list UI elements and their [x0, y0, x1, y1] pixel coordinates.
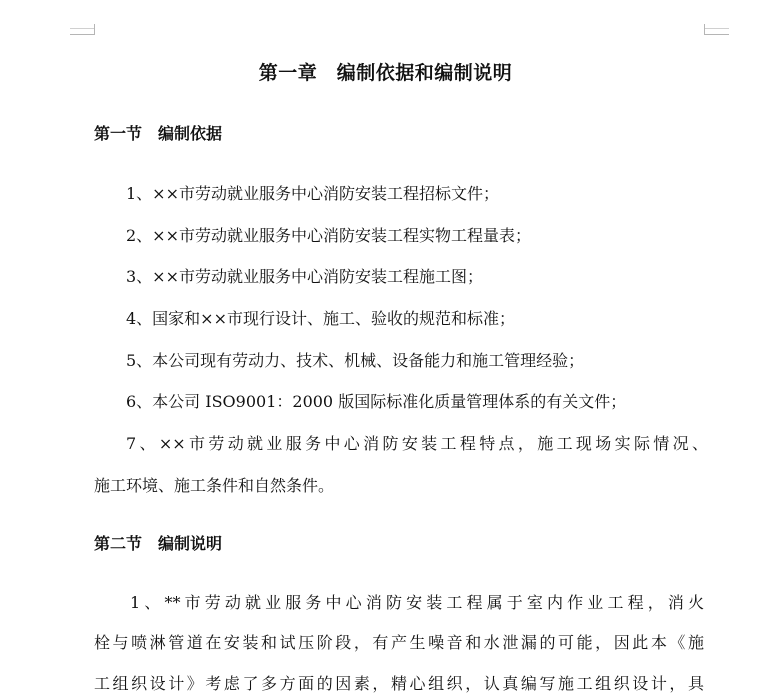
- crop-mark-top-right: [704, 24, 729, 35]
- paragraph-line: 1、**市劳动就业服务中心消防安装工程属于室内作业工程，消火: [130, 593, 704, 612]
- list-item-continuation: 施工环境、施工条件和自然条件。: [94, 476, 335, 495]
- list-item: 5、本公司现有劳动力、技术、机械、设备能力和施工管理经验；: [126, 351, 585, 370]
- list-item: 2、××市劳动就业服务中心消防安装工程实物工程量表；: [126, 226, 531, 245]
- list-item: 4、国家和××市现行设计、施工、验收的规范和标准；: [126, 309, 515, 328]
- section-heading-basis: 第一节 编制依据: [94, 124, 223, 143]
- list-item: 1、××市劳动就业服务中心消防安装工程招标文件；: [126, 184, 499, 203]
- list-item: 7、××市劳动就业服务中心消防安装工程特点，施工现场实际情况、: [126, 434, 708, 453]
- list-item: 6、本公司 ISO9001：2000 版国际标准化质量管理体系的有关文件；: [126, 392, 627, 411]
- chapter-title: 第一章 编制依据和编制说明: [258, 62, 513, 84]
- paragraph-line: 工组织设计》考虑了多方面的因素，精心组织，认真编写施工组织设计，具: [94, 674, 704, 693]
- paragraph-line: 栓与喷淋管道在安装和试压阶段，有产生噪音和水泄漏的可能，因此本《施: [94, 633, 704, 652]
- list-item: 3、××市劳动就业服务中心消防安装工程施工图；: [126, 267, 483, 286]
- crop-mark-top-left: [70, 24, 95, 35]
- section-heading-notes: 第二节 编制说明: [94, 534, 223, 553]
